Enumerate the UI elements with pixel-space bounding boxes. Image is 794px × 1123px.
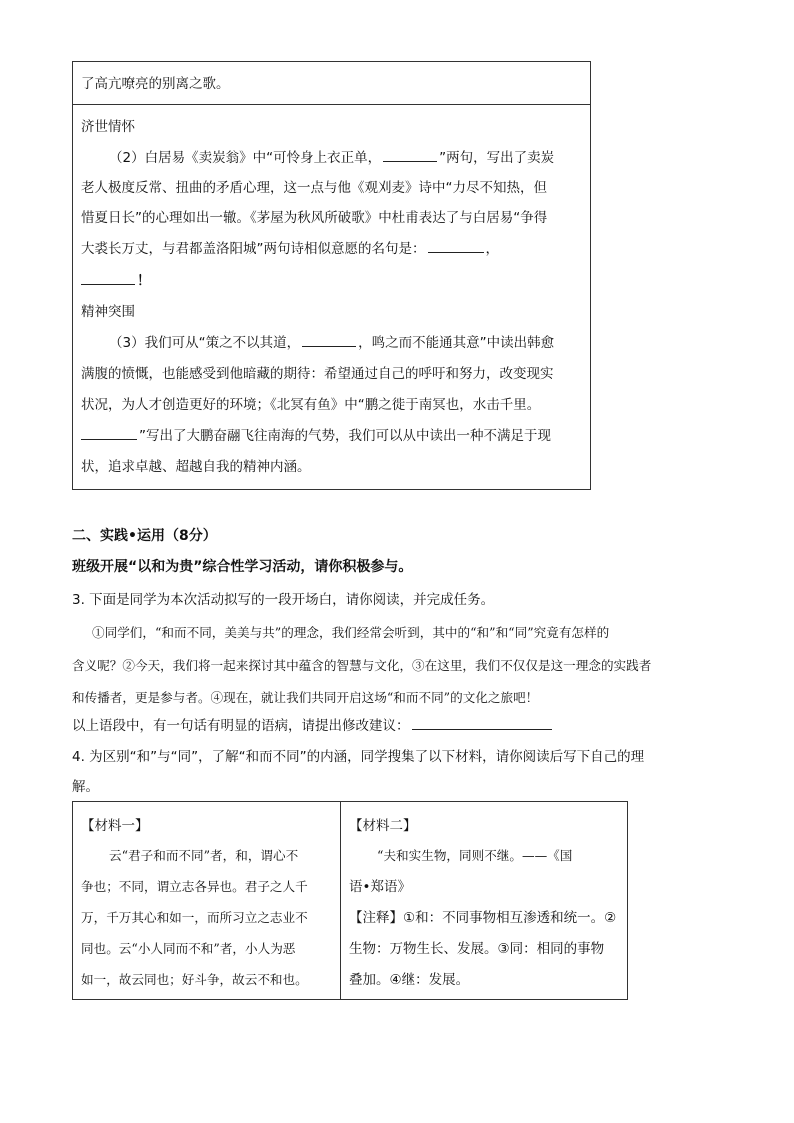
passage-line: ①同学们，“和而不同，美美与共”的理念，我们经常会听到，其中的“和”和“同”究竟有怎样的: [92, 625, 610, 640]
question-3-line-1: （3）我们可从“策之不以其道， ，鸣之而不能通其意”中读出韩愈: [109, 335, 555, 351]
answer-blank[interactable]: [412, 717, 552, 730]
material-2-note: 叠加。④继：发展。: [349, 972, 470, 988]
material-1-line: 争也；不同，谓立志各异也。君子之人千: [81, 879, 308, 894]
question-2-line-3: 惜夏日长”的心理如出一辙。《茅屋为秋风所破歌》中杜甫表达了与白居易“争得: [81, 210, 548, 226]
material-1-title: 【材料一】: [81, 818, 149, 834]
material-1-line: 云“君子和而不同”者，和，谓心不: [109, 848, 299, 863]
question-3-line-4: ”写出了大鹏奋翮飞往南海的气势，我们可以从中读出一种不满足于现: [81, 426, 551, 446]
answer-blank[interactable]: [81, 272, 135, 285]
section-intro: 班级开展“以和为贵”综合性学习活动，请你积极参与。: [72, 559, 413, 575]
material-1-line: 万，千万其心和如一，而所习立之志业不: [81, 910, 308, 925]
table-divider: [340, 802, 341, 999]
table-row-text: 了高亢嘹亮的别离之歌。: [81, 76, 230, 92]
materials-table: [72, 801, 628, 1000]
table-divider: [73, 104, 590, 105]
question-2-line-4: 大裘长万丈，与君都盖洛阳城”两句诗相似意愿的名句是： ，: [81, 241, 499, 257]
question-2-line-5: ！: [81, 271, 151, 291]
question-2-line-2: 老人极度反常、扭曲的矛盾心理，这一点与他《观刈麦》诗中“力尽不知热，但: [81, 180, 547, 196]
material-1-line: 如一，故云同也；好斗争，故云不和也。: [81, 972, 308, 987]
material-2-line: 语•郑语》: [349, 879, 411, 895]
question-3-line-5: 状，追求卓越、超越自我的精神内涵。: [81, 459, 311, 475]
material-2-line: “夫和实生物，同则不继。——《国: [377, 848, 573, 863]
passage-line: 和传播者，更是参与者。④现在，就让我们共同开启这场“和而不同”的文化之旅吧！: [72, 690, 539, 705]
category-label: 济世情怀: [81, 119, 135, 135]
passage-line: 含义呢？②今天，我们将一起来探讨其中蕴含的智慧与文化，③在这里，我们不仅仅是这一理念的实践者: [72, 658, 652, 673]
question-4-prompt: 4. 为区别“和”与“同”，了解“和而不同”的内涵，同学搜集了以下材料，请你阅读后写下自己的理: [72, 749, 645, 765]
question-3-line-3: 状况，为人才创造更好的环境；《北冥有鱼》中“鹏之徙于南冥也，水击千里。: [81, 397, 541, 413]
answer-blank[interactable]: [302, 334, 356, 347]
answer-blank[interactable]: [81, 427, 137, 440]
poetry-table: [72, 61, 591, 490]
material-2-title: 【材料二】: [349, 818, 417, 834]
category-label: 精神突围: [81, 304, 135, 320]
question-2-line-1: （2）白居易《卖炭翁》中“可怜身上衣正单， ”两句，写出了卖炭: [109, 150, 555, 166]
answer-blank[interactable]: [383, 149, 437, 162]
material-2-note: 【注释】①和：不同事物相互渗透和统一。②: [349, 910, 617, 926]
material-1-line: 同也。云“小人同而不和”者，小人为恶: [81, 941, 296, 956]
answer-blank[interactable]: [428, 240, 484, 253]
section-heading: 二、实践•运用（8分）: [72, 528, 217, 544]
question-3-task: 以上语段中，有一句话有明显的语病，请提出修改建议：: [72, 716, 554, 736]
material-2-note: 生物：万物生长、发展。③同：相同的事物: [349, 941, 605, 957]
question-3-line-2: 满腹的愤慨，也能感受到他暗藏的期待：希望通过自己的呼吁和努力，改变现实: [81, 366, 554, 382]
question-4-prompt-cont: 解。: [72, 779, 99, 795]
question-3-prompt: 3. 下面是同学为本次活动拟写的一段开场白，请你阅读，并完成任务。: [72, 592, 495, 608]
